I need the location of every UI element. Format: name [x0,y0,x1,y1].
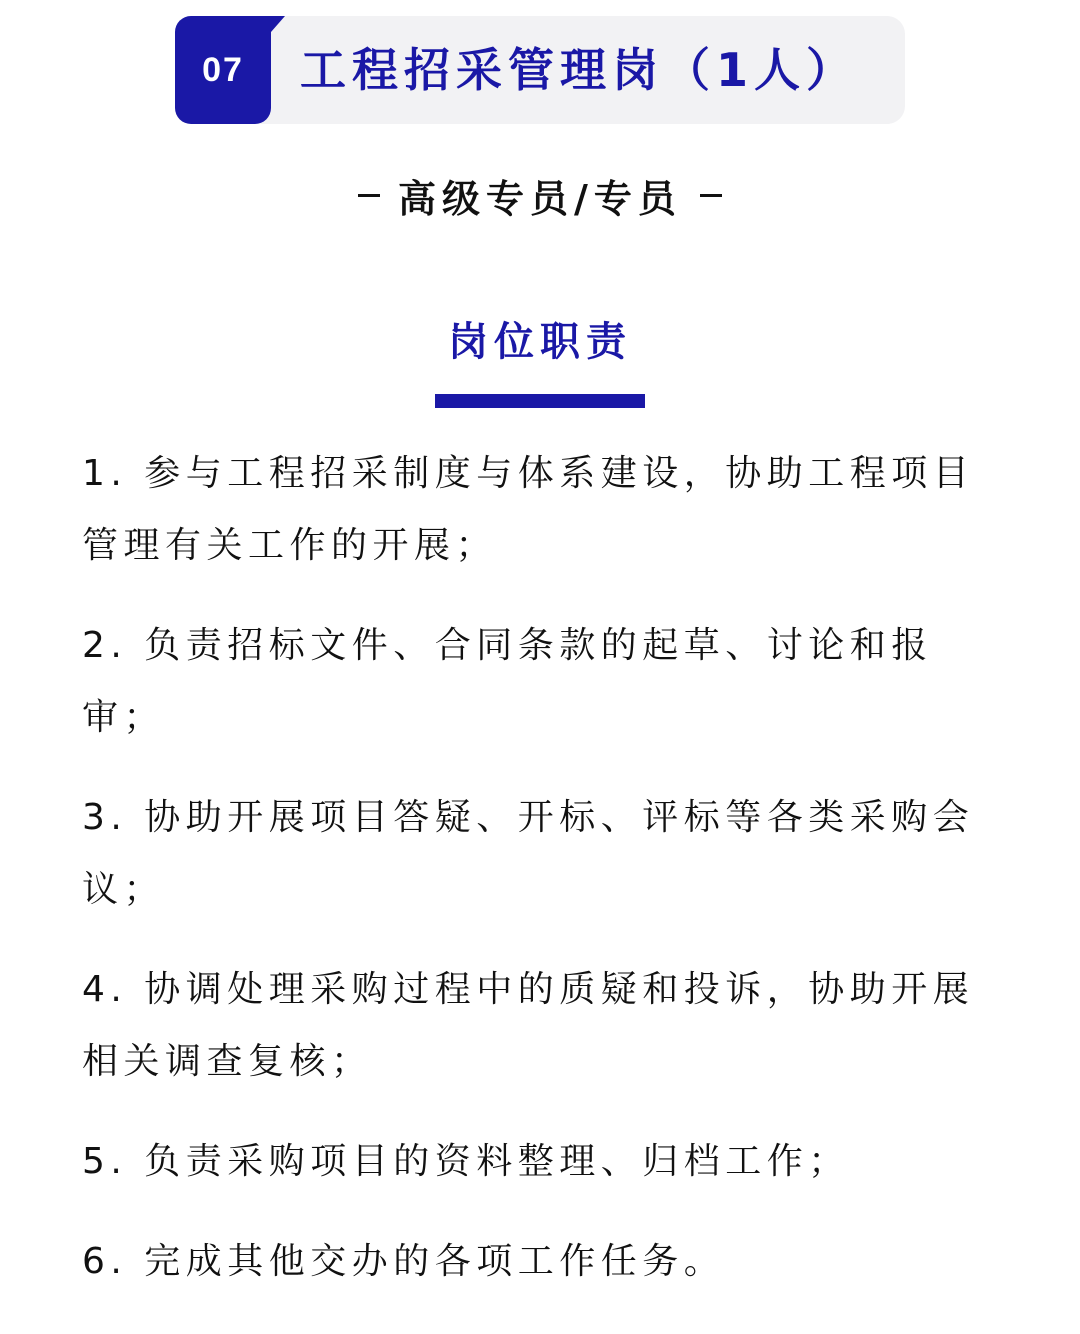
duty-item: 2. 负责招标文件、合同条款的起草、讨论和报审； [82,625,933,738]
number-badge [175,16,271,124]
section-title: 岗位职责 [448,319,632,365]
section-underline [435,394,645,408]
duty-item: 5. 负责采购项目的资料整理、归档工作； [82,1141,850,1182]
level-row [0,160,1080,230]
duty-list [82,438,1000,1326]
job-level: 高级专员/专员 [398,176,682,221]
number-text: 07 [202,50,244,89]
right-dash-divider [700,194,722,197]
job-title: 工程招采管理岗（1人） [300,43,859,97]
duty-item: 1. 参与工程招采制度与体系建设，协助工程项目管理有关工作的开展； [82,453,975,566]
duty-item: 4. 协调处理采购过程中的质疑和投诉，协助开展相关调查复核； [82,969,975,1082]
duty-item: 3. 协助开展项目答疑、开标、评标等各类采购会议； [82,797,975,910]
duty-item: 6. 完成其他交办的各项工作任务。 [82,1241,726,1282]
left-dash-divider [358,194,380,197]
